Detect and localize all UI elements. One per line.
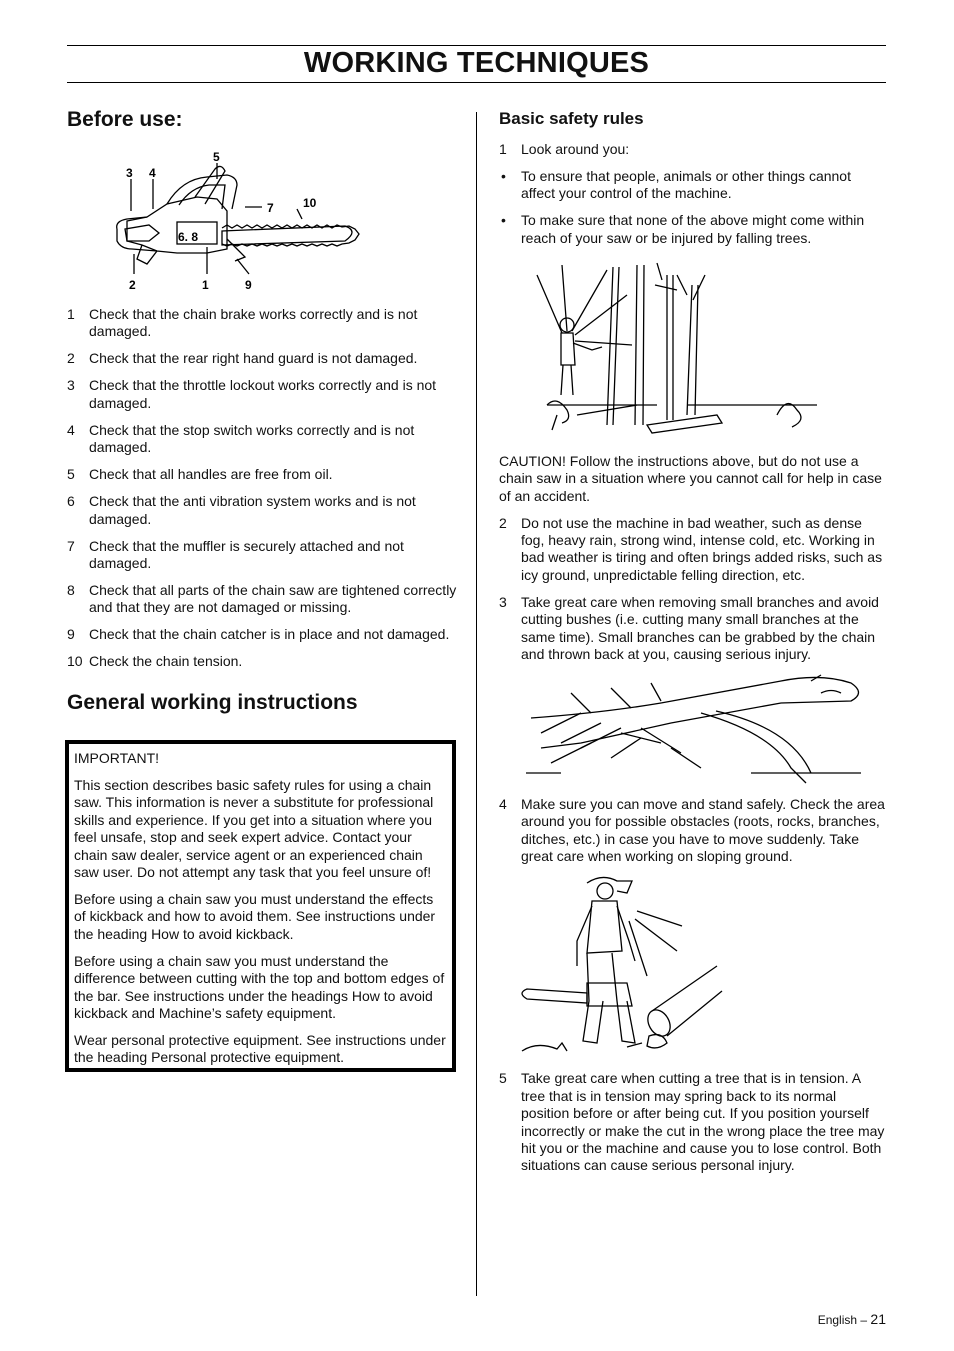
list-item: 4 Make sure you can move and stand safely. Check the area around you for possible obstacles (roots, rocks, branches, ditches, etc.) in case you have to move suddenly. Take great care when working on sloping ground. xyxy=(499,796,885,865)
important-paragraph: This section describes basic safety rules for using a chain saw. This information is never a substitute for professional skills and experience. If you get into a situation where you feel unsafe, stop and seek expert advice. Contact your chain saw dealer, service agent or an experienced chain saw user. Do not attempt any task that you feel unsure of! xyxy=(74,777,434,881)
list-item: 5 Check that all handles are free from oil. xyxy=(67,466,333,483)
safety-list-1 xyxy=(499,141,887,158)
figure-label-7: 7 xyxy=(267,201,274,215)
list-item: 6 Check that the anti vibration system works and is not damaged. xyxy=(67,493,416,527)
list-item: 3 Take great care when removing small branches and avoid cutting bushes (i.e. cutting many small branches at the same time). Small branches can be grabbed by the chain and thrown back at you, causing serious injury. xyxy=(499,593,879,663)
footer-dash: – xyxy=(860,1313,868,1327)
important-notice-box xyxy=(65,740,456,1072)
chainsaw-figure xyxy=(87,149,387,299)
list-item: 9 Check that the chain catcher is in place and not damaged. xyxy=(67,626,450,643)
figure-label-6-8: 6. 8 xyxy=(178,230,199,244)
figure-label-5: 5 xyxy=(213,150,220,164)
basic-safety-heading: Basic safety rules xyxy=(499,109,644,128)
list-item: 4 Check that the stop switch works correctly and is not damaged. xyxy=(67,421,415,456)
branches-figure xyxy=(521,673,881,788)
look-around-bullets xyxy=(499,168,887,247)
footer-language: English xyxy=(817,1313,858,1327)
figure-label-2: 2 xyxy=(129,278,136,292)
safety-list-3 xyxy=(499,796,887,866)
list-item: 8 Check that all parts of the chain saw are tightened correctly and that they are not damaged or missing. xyxy=(67,582,457,616)
list-item: 7 Check that the muffler is securely attached and not damaged. xyxy=(67,537,404,572)
caution-text: CAUTION! Follow the instructions above, but do not use a chain saw in a situation where you cannot call for help in case of an accident. xyxy=(499,452,882,504)
list-item: 2 Check that the rear right hand guard is not damaged. xyxy=(67,350,418,367)
important-paragraph: Before using a chain saw you must understand the effects of kickback and how to avoid them. See instructions under the heading How to avoid kickback. xyxy=(74,891,436,942)
right-column xyxy=(499,108,887,1184)
figure-label-1: 1 xyxy=(202,278,209,292)
list-item: 5 Take great care when cutting a tree that is in tension. A tree that is in tension may spring back to its normal position before or after being cut. If you position yourself incorrectly or make the cut in the wrong place the tree may hit you or the machine and cause you to lose control. Both situations can cause serious personal injury. xyxy=(499,1070,885,1174)
important-paragraph: Wear personal protective equipment. See instructions under the heading Personal protective equipment. xyxy=(74,1032,446,1066)
falling-trees-figure xyxy=(517,255,857,445)
important-paragraph: Before using a chain saw you must understand the difference between cutting with the top and bottom edges of the bar. See instructions under the headings How to avoid kickback and Machine’s safety equipment. xyxy=(74,952,445,1022)
bullet-item: • To ensure that people, animals or other things cannot affect your control of the machine. xyxy=(501,168,851,202)
before-use-list xyxy=(67,306,457,671)
left-column xyxy=(67,107,457,716)
figure-label-3: 3 xyxy=(126,166,133,180)
list-item: 1 Check that the chain brake works correctly and is not damaged. xyxy=(67,306,418,340)
footing-figure xyxy=(517,871,737,1061)
list-item: 1 Look around you: xyxy=(499,141,630,157)
page-header xyxy=(67,45,886,83)
page-number: 21 xyxy=(870,1311,886,1327)
safety-list-2 xyxy=(499,515,887,664)
list-item: 3 Check that the throttle lockout works correctly and is not damaged. xyxy=(67,377,437,411)
safety-list-4 xyxy=(499,1070,887,1174)
column-divider xyxy=(476,112,477,1296)
general-instructions-heading: General working instructions xyxy=(67,690,358,714)
list-item: 2 Do not use the machine in bad weather, such as dense fog, heavy rain, strong wind, intense cold, etc. Working in bad weather is tiring and often brings added risks, such as icy ground, unpredictable felling direction, etc. xyxy=(499,514,883,583)
before-use-heading: Before use: xyxy=(67,108,183,131)
page-title: WORKING TECHNIQUES xyxy=(303,47,650,79)
figure-label-9: 9 xyxy=(245,278,252,292)
list-item: 10 Check the chain tension. xyxy=(67,653,243,670)
bullet-item: • To make sure that none of the above might come within reach of your saw or be injured by falling trees. xyxy=(501,212,865,246)
page-footer xyxy=(818,1311,886,1329)
important-label: IMPORTANT! xyxy=(74,750,160,766)
figure-label-10: 10 xyxy=(303,196,317,210)
figure-label-4: 4 xyxy=(149,166,156,180)
